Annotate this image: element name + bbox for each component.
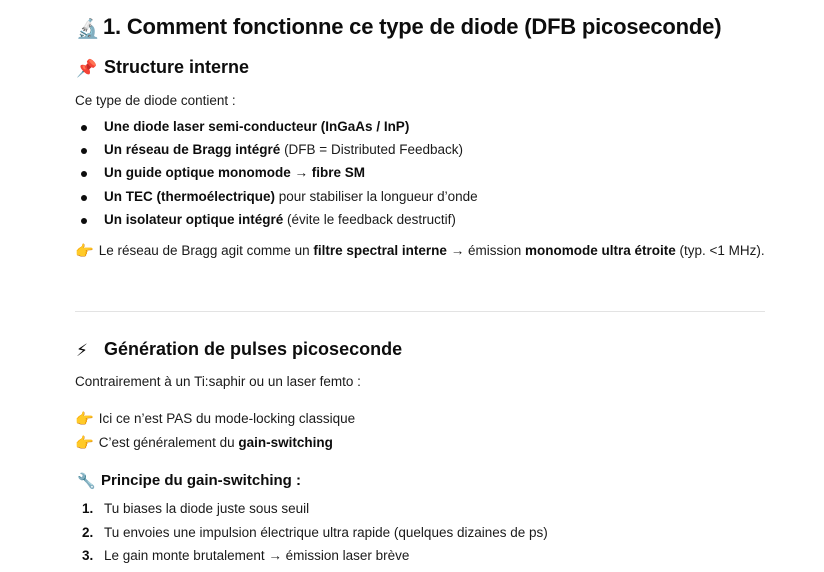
structure-intro: Ce type de diode contient :	[75, 93, 236, 108]
pointing-hand-icon: 👉	[75, 411, 94, 428]
principle-title: Principe du gain-switching :	[101, 472, 302, 489]
bullet-icon	[81, 218, 87, 224]
microscope-icon: 🔬	[76, 19, 100, 40]
list-item: Un réseau de Bragg intégré (DFB = Distributed Feedback)	[104, 142, 464, 157]
pointing-hand-icon: 👉	[75, 243, 94, 260]
list-item: Un guide optique monomode → fibre SM	[104, 165, 365, 180]
bullet-icon	[81, 148, 87, 154]
list-item: Un isolateur optique intégré (évite le feedback destructif)	[104, 212, 456, 227]
step-text: Le gain monte brutalement → émission laser brève	[104, 548, 410, 563]
step-text: Tu envoies une impulsion électrique ultra rapide (quelques dizaines de ps)	[104, 525, 548, 540]
bullet-icon	[81, 125, 87, 131]
step-number: 3.	[82, 548, 94, 563]
bullet-icon	[81, 171, 87, 177]
generation-intro: Contrairement à un Ti:saphir ou un laser femto :	[75, 374, 361, 389]
generation-heading	[76, 339, 402, 360]
section-heading	[76, 14, 721, 40]
principle-heading	[77, 472, 301, 489]
structure-heading	[76, 57, 249, 78]
wrench-icon: 🔧	[77, 473, 96, 490]
step-number: 2.	[82, 525, 94, 540]
lightning-icon: ⚡	[76, 341, 88, 360]
pushpin-icon: 📌	[76, 59, 98, 78]
generation-title: Génération de pulses picoseconde	[104, 339, 403, 359]
list-item: Une diode laser semi-conducteur (InGaAs / InP)	[104, 119, 410, 134]
divider	[75, 311, 765, 312]
pointing-hand-icon: 👉	[75, 435, 94, 452]
structure-title: Structure interne	[104, 57, 250, 77]
generation-line: 👉 Ici ce n’est PAS du mode-locking classique	[75, 411, 356, 428]
bullet-icon	[81, 195, 87, 201]
step-text: Tu biases la diode juste sous seuil	[104, 501, 310, 516]
bragg-note: 👉 Le réseau de Bragg agit comme un filtre spectral interne → émission monomode ultra étroite (typ. <1 MHz).	[75, 243, 765, 260]
step-number: 1.	[82, 501, 94, 516]
list-item: Un TEC (thermoélectrique) pour stabiliser la longueur d’onde	[104, 189, 478, 204]
section-title: 1. Comment fonctionne ce type de diode (DFB picoseconde)	[103, 14, 722, 39]
generation-line: 👉 C’est généralement du gain-switching	[75, 435, 333, 452]
